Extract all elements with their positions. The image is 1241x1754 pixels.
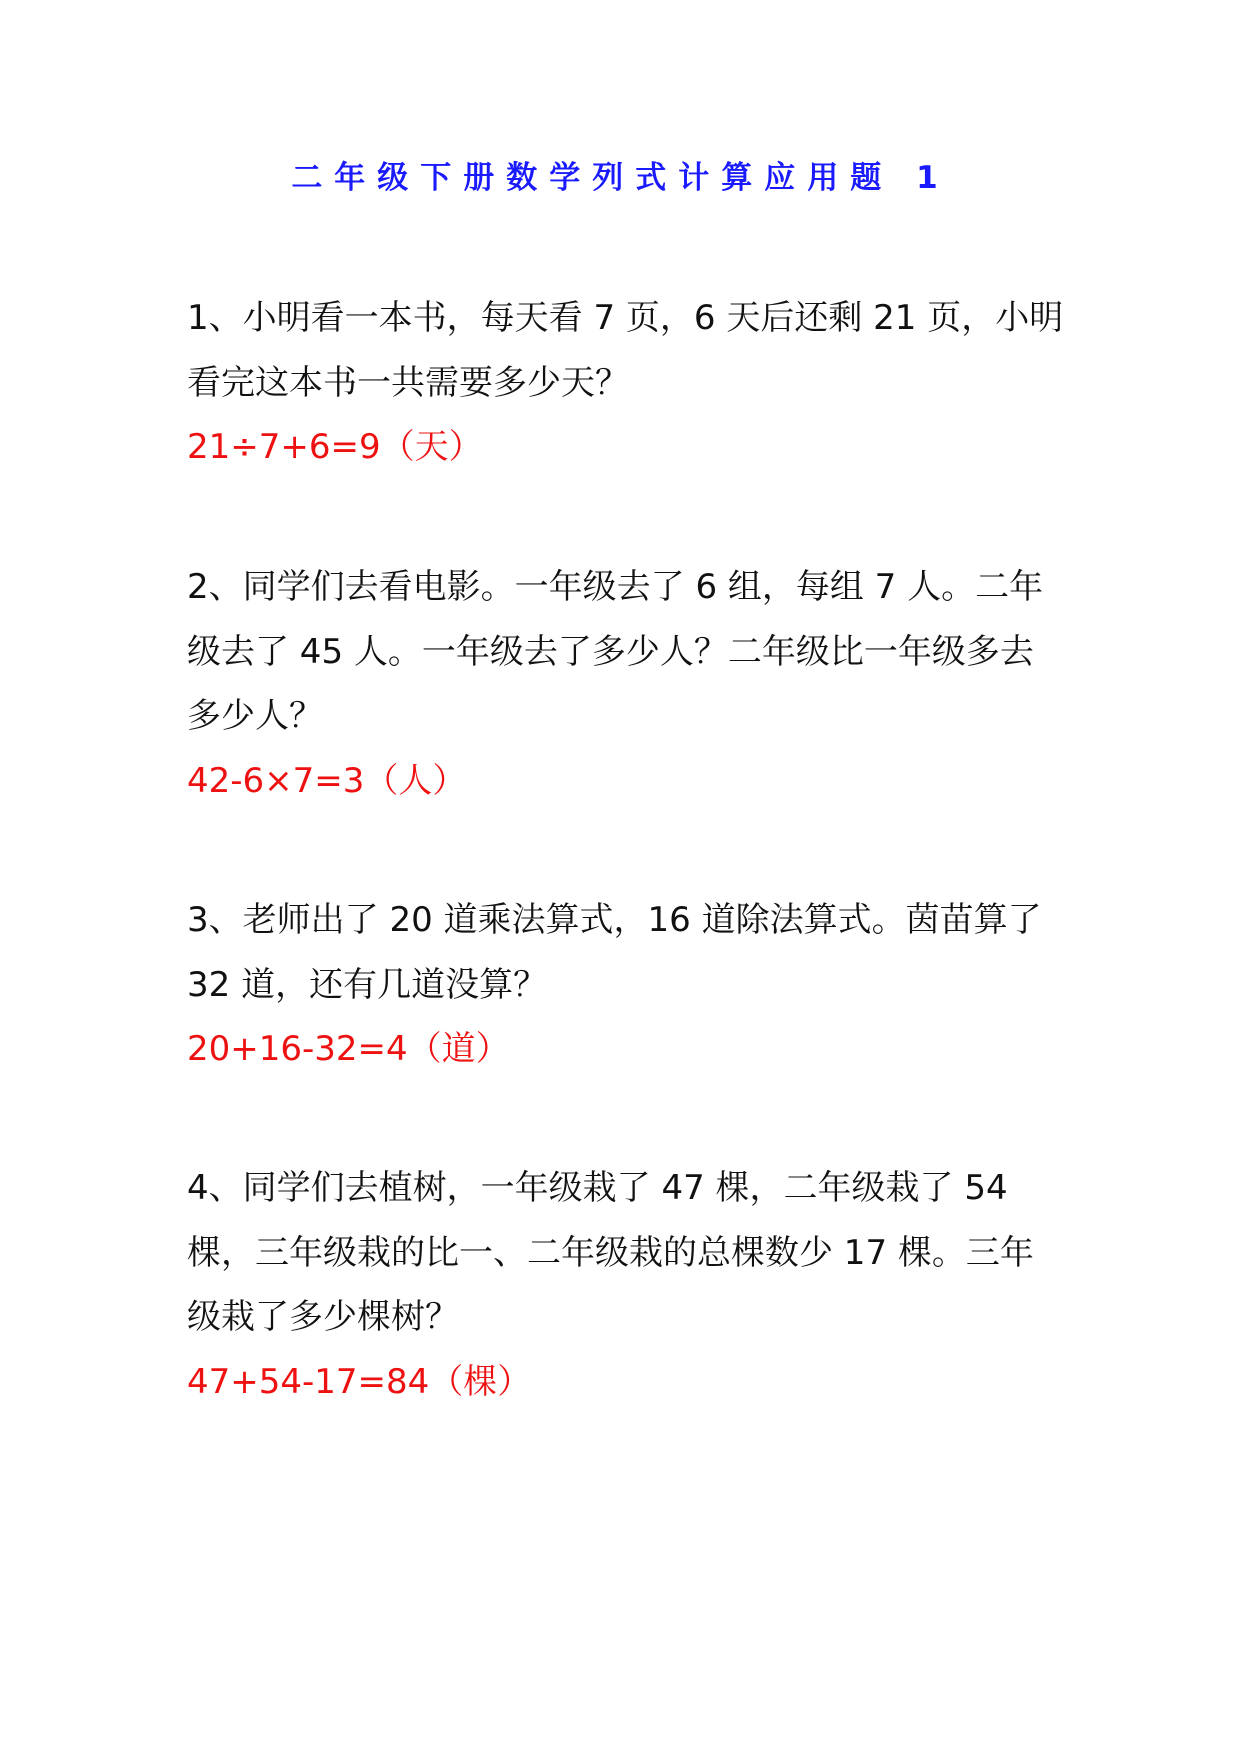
problem-question: 4、同学们去植树，一年级栽了 47 棵，二年级栽了 54 棵，三年级栽的比一、二年级栽的总棵数少 17 棵。三年级栽了多少棵树？ — [187, 1168, 1034, 1337]
page-title: 二年级下册数学列式计算应用题 1 — [291, 160, 950, 196]
problem-answer: 20+16-32=4（道） — [187, 1029, 510, 1069]
problem-3 — [187, 888, 1067, 1082]
problem-answer: 21÷7+6=9（天） — [187, 427, 483, 467]
problem-question: 2、同学们去看电影。一年级去了 6 组，每组 7 人。二年级去了 45 人。一年级去了多少人？二年级比一年级多去多少人？ — [187, 567, 1044, 736]
problem-answer: 42-6×7=3（人） — [187, 760, 467, 801]
problem-answer: 47+54-17=84（棵） — [187, 1361, 532, 1402]
problem-question: 3、老师出了 20 道乘法算式，16 道除法算式。茵苗算了 32 道，还有几道没算？ — [187, 900, 1042, 1005]
problem-1 — [187, 286, 1067, 480]
problem-question: 1、小明看一本书，每天看 7 页，6 天后还剩 21 页，小明看完这本书一共需要多少天？ — [187, 298, 1064, 403]
problem-2 — [187, 555, 1067, 813]
problem-4 — [187, 1156, 1067, 1414]
